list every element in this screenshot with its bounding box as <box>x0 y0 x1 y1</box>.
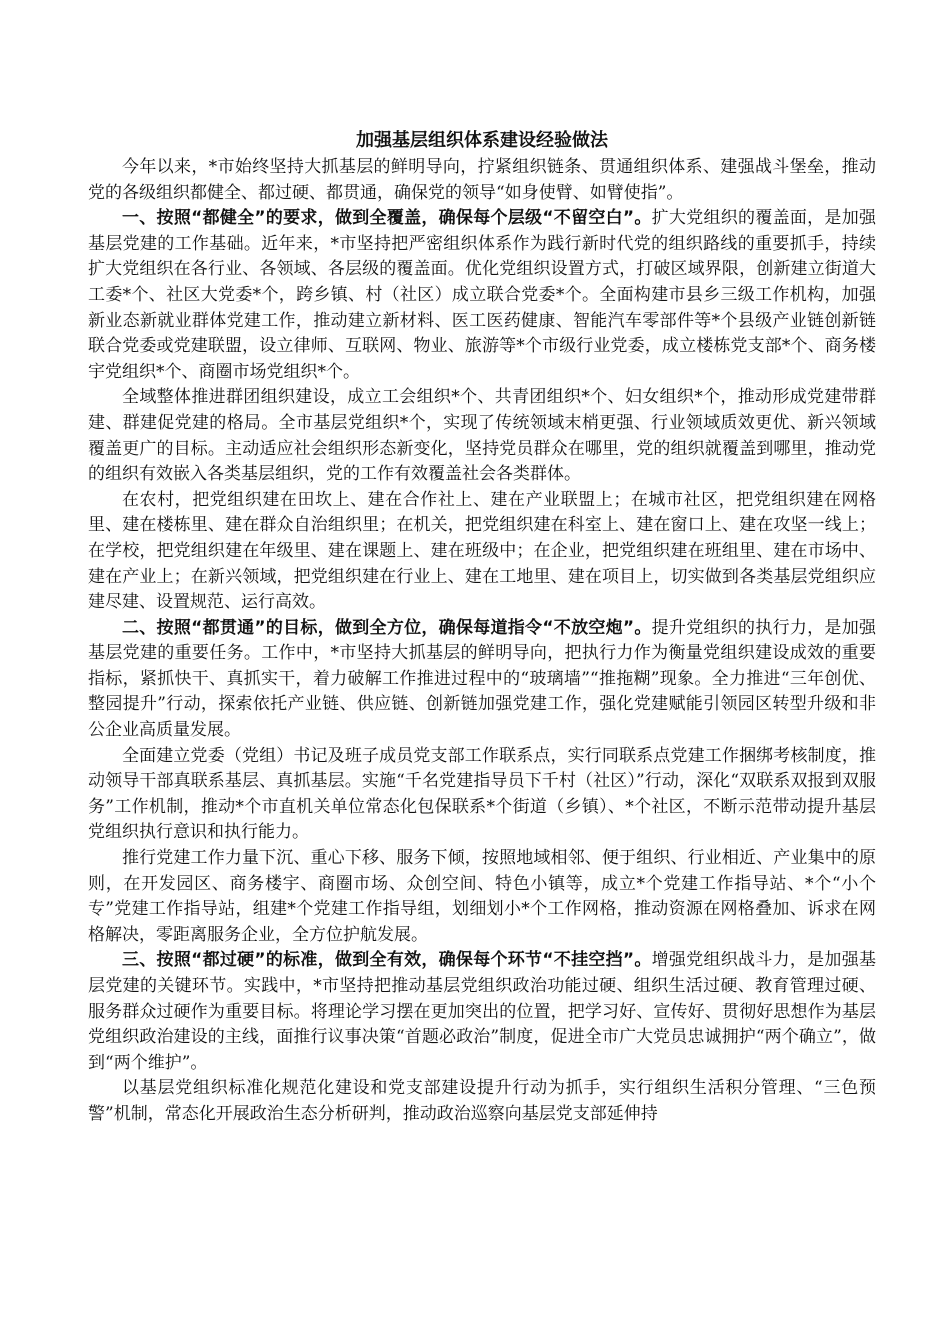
section-heading-2: 二、按照“都贯通”的目标，做到全方位，确保每道指令“不放空炮”。 <box>122 617 652 638</box>
paragraph-body <box>88 1076 876 1127</box>
paragraph-body <box>88 846 876 948</box>
paragraph-section-3 <box>88 948 876 1076</box>
paragraph-text: 提升党组织的执行力，是加强基层党建的重要任务。工作中，*市坚持大抓基层的鲜明导向，把执行力作为衡量党组织建设成效的重要指标，紧抓快干、真抓实干，着力破解工作推进过程中的“玻璃墙”“推拖糊”现象。全力推进“三年创优、整园提升”行动，探索依托产业链、供应链、创新链加强党建工作，强化党建赋能引领园区转型升级和非公企业高质量发展。 <box>88 617 876 741</box>
paragraph-text: 全面建立党委（党组）书记及班子成员党支部工作联系点，实行同联系点党建工作捆绑考核制度，推动领导干部真联系基层、真抓基层。实施“千名党建指导员下千村（社区）”行动，深化“双联系双报到双服务”工作机制，推动*个市直机关单位常态化包保联系*个街道（乡镇）、*个社区，不断示范带动提升基层党组织执行意识和执行能力。 <box>88 745 876 843</box>
paragraph-intro <box>88 155 876 206</box>
paragraph-section-2 <box>88 616 876 744</box>
paragraph-text: 全域整体推进群团组织建设，成立工会组织*个、共青团组织*个、妇女组织*个，推动形成党建带群建、群建促党建的格局。全市基层党组织*个，实现了传统领域末梢更强、行业领域质效更优、新兴领域覆盖更广的目标。主动适应社会组织形态新变化，坚持党员群众在哪里，党的组织就覆盖到哪里，推动党的组织有效嵌入各类基层组织，党的工作有效覆盖社会各类群体。 <box>88 387 876 485</box>
paragraph-section-1 <box>88 206 876 385</box>
paragraph-text: 在农村，把党组织建在田坎上、建在合作社上、建在产业联盟上；在城市社区，把党组织建在网格里、建在楼栋里、建在群众自治组织里；在机关，把党组织建在科室上、建在窗口上、建在攻坚一线上；在学校，把党组织建在年级里、建在课题上、建在班级中；在企业，把党组织建在班组里、建在市场中、建在产业上；在新兴领域，把党组织建在行业上、建在工地里、建在项目上，切实做到各类基层党组织应建尽建、设置规范、运行高效。 <box>88 489 876 613</box>
document-title: 加强基层组织体系建设经验做法 <box>356 130 608 151</box>
paragraph-text: 增强党组织战斗力，是加强基层党建的关键环节。实践中，*市坚持把推动基层党组织政治功能过硬、组织生活过硬、教育管理过硬、服务群众过硬作为重要目标。将理论学习摆在更加突出的位置，把学习好、宣传好、贯彻好思想作为基层党组织政治建设的主线，面推行议事决策“首题必政治”制度，促进全市广大党员忠诚拥护“两个确立”，做到“两个维护”。 <box>88 950 876 1073</box>
paragraph-text: 推行党建工作力量下沉、重心下移、服务下倾，按照地域相邻、便于组织、行业相近、产业集中的原则，在开发园区、商务楼宇、商圈市场、众创空间、特色小镇等，成立*个党建工作指导站、*个“小个专”党建工作指导站，组建*个党建工作指导组，划细划小*个工作网格，推动资源在网格叠加、诉求在网格解决，零距离服务企业，全方位护航发展。 <box>88 848 876 945</box>
section-heading-3: 三、按照“都过硬”的标准，做到全有效，确保每个环节“不挂空挡”。 <box>122 950 652 971</box>
paragraph-text: 今年以来，*市始终坚持大抓基层的鲜明导向，拧紧组织链条、贯通组织体系、建强战斗堡垒，推动党的各级组织都健全、都过硬、都贯通，确保党的领导“如身使臂、如臂使指”。 <box>88 157 876 203</box>
paragraph-body <box>88 744 876 846</box>
paragraph-text: 扩大党组织的覆盖面，是加强基层党建的工作基础。近年来，*市坚持把严密组织体系作为践行新时代党的组织路线的重要抓手，持续扩大党组织在各行业、各领域、各层级的覆盖面。优化党组织设置方式，打破区域界限，创新建立街道大工委*个、社区大党委*个，跨乡镇、村（社区）成立联合党委*个。全面构建市县乡三级工作机构，加强新业态新就业群体党建工作，推动建立新材料、医工医药健康、智能汽车零部件等*个县级产业链创新链联合党委或党建联盟，设立律师、互联网、物业、旅游等*个市级行业党委，成立楼栋党支部*个、商务楼宇党组织*个、商圈市场党组织*个。 <box>88 208 876 382</box>
paragraph-body <box>88 488 876 616</box>
document-page <box>88 128 876 1128</box>
section-heading-1: 一、按照“都健全”的要求，做到全覆盖，确保每个层级“不留空白”。 <box>122 208 652 229</box>
paragraph-text: 以基层党组织标准化规范化建设和党支部建设提升行动为抓手，实行组织生活积分管理、“三色预警”机制，常态化开展政治生态分析研判，推动政治巡察向基层党支部延伸持 <box>88 1078 876 1124</box>
paragraph-body <box>88 385 876 487</box>
